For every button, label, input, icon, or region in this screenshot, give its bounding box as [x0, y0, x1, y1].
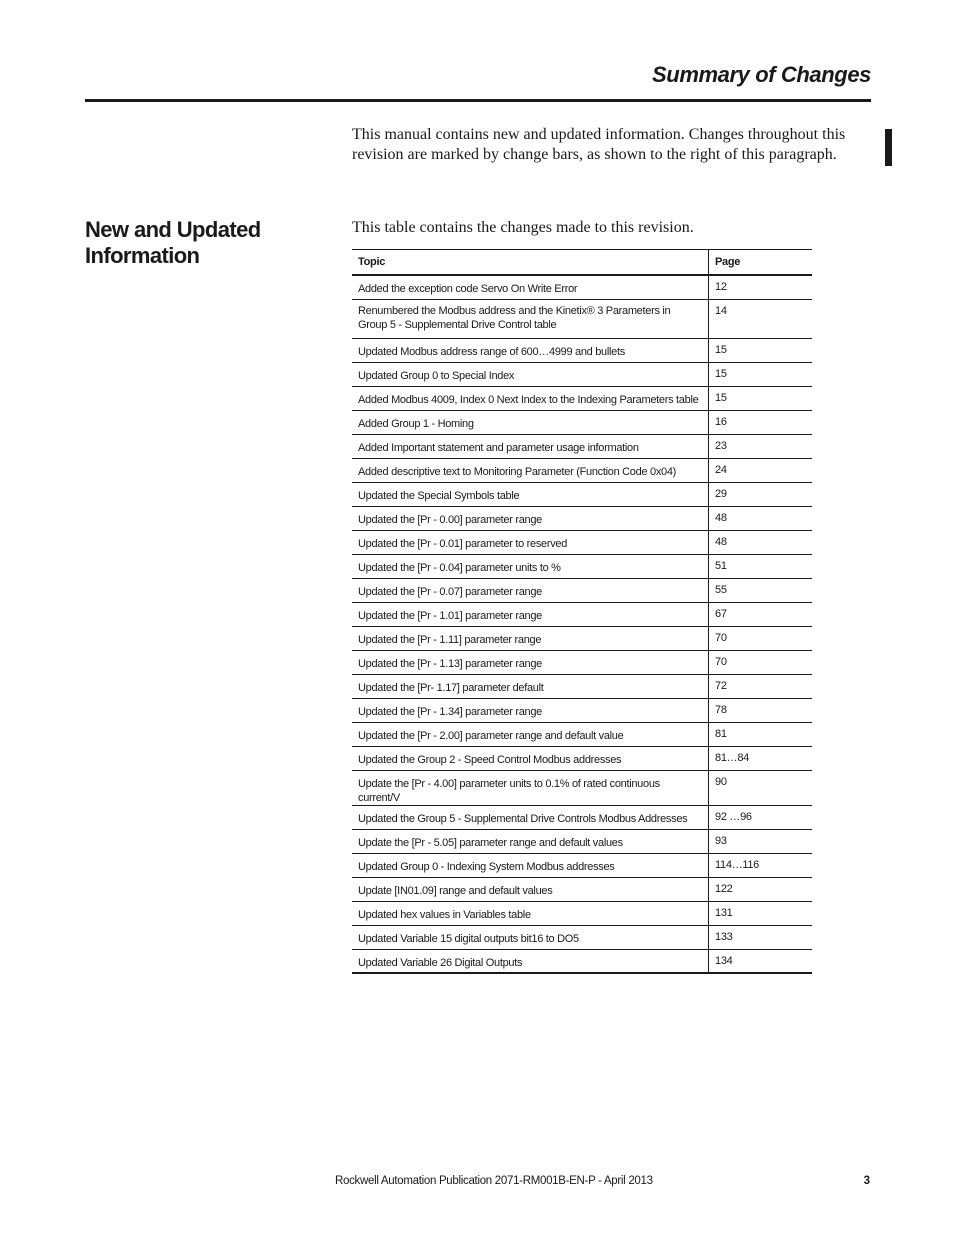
- table-row: [352, 770, 812, 805]
- table-row: [352, 674, 812, 698]
- topic-cell: Updated the Special Symbols table: [352, 482, 709, 506]
- changes-table: [352, 249, 812, 974]
- page-cell: 15: [709, 338, 813, 362]
- page-cell: 29: [709, 482, 813, 506]
- page-cell: 122: [709, 877, 813, 901]
- page-header: Page: [709, 250, 813, 276]
- table-row: [352, 925, 812, 949]
- table-row: [352, 949, 812, 973]
- topic-cell: Added Modbus 4009, Index 0 Next Index to the Indexing Parameters table: [352, 386, 709, 410]
- change-bar: [885, 129, 892, 166]
- table-row: [352, 434, 812, 458]
- page-cell: 14: [709, 299, 813, 338]
- table-row: [352, 338, 812, 362]
- table-row: [352, 602, 812, 626]
- topic-cell: Updated the [Pr - 1.11] parameter range: [352, 626, 709, 650]
- topic-cell: Updated the [Pr- 1.17] parameter default: [352, 674, 709, 698]
- page-cell: 72: [709, 674, 813, 698]
- table-row: [352, 386, 812, 410]
- table-row: [352, 853, 812, 877]
- table-row: [352, 530, 812, 554]
- table-row: [352, 698, 812, 722]
- table-row: [352, 482, 812, 506]
- page-cell: 78: [709, 698, 813, 722]
- intro-paragraph: This manual contains new and updated information. Changes throughout this revision are marked by change bars, as shown to the right of this paragraph.: [352, 126, 846, 163]
- page-cell: 48: [709, 530, 813, 554]
- page-cell: 23: [709, 434, 813, 458]
- topic-cell: Updated Variable 15 digital outputs bit16 to DO5: [352, 925, 709, 949]
- page-cell: 48: [709, 506, 813, 530]
- topic-cell: Update [IN01.09] range and default values: [352, 877, 709, 901]
- page-cell: 70: [709, 650, 813, 674]
- topic-cell: Updated the Group 2 - Speed Control Modbus addresses: [352, 746, 709, 770]
- topic-cell: Updated the [Pr - 1.01] parameter range: [352, 602, 709, 626]
- table-row: [352, 877, 812, 901]
- topic-cell: Update the [Pr - 4.00] parameter units to 0.1% of rated continuous current/V: [352, 770, 709, 805]
- footer-page-number: 3: [863, 1175, 870, 1187]
- topic-cell: Updated the Group 5 - Supplemental Drive Controls Modbus Addresses: [352, 805, 709, 829]
- table-row: [352, 554, 812, 578]
- page-cell: 93: [709, 829, 813, 853]
- table-row: [352, 722, 812, 746]
- page-cell: 134: [709, 949, 813, 973]
- table-row: [352, 578, 812, 602]
- topic-cell: Added the exception code Servo On Write Error: [352, 275, 709, 299]
- table-row: [352, 829, 812, 853]
- page-cell: 131: [709, 901, 813, 925]
- table-row: [352, 746, 812, 770]
- page-cell: 70: [709, 626, 813, 650]
- topic-cell: Updated the [Pr - 0.00] parameter range: [352, 506, 709, 530]
- page-cell: 114…116: [709, 853, 813, 877]
- table-intro: This table contains the changes made to this revision.: [352, 219, 694, 236]
- topic-cell: Added Group 1 - Homing: [352, 410, 709, 434]
- page-cell: 24: [709, 458, 813, 482]
- table-row: [352, 275, 812, 299]
- topic-header: Topic: [352, 250, 709, 276]
- table-row: [352, 805, 812, 829]
- page-cell: 51: [709, 554, 813, 578]
- topic-cell: Updated the [Pr - 0.07] parameter range: [352, 578, 709, 602]
- table-row: [352, 458, 812, 482]
- table-row: [352, 626, 812, 650]
- topic-cell: Updated Group 0 - Indexing System Modbus addresses: [352, 853, 709, 877]
- topic-cell: Updated the [Pr - 1.13] parameter range: [352, 650, 709, 674]
- page-cell: 81…84: [709, 746, 813, 770]
- table-row: [352, 362, 812, 386]
- topic-cell: Updated the [Pr - 0.04] parameter units to %: [352, 554, 709, 578]
- topic-cell: Updated Variable 26 Digital Outputs: [358, 956, 523, 969]
- topic-cell: Updated the [Pr - 0.01] parameter to reserved: [352, 530, 709, 554]
- section-heading: New and Updated Information: [85, 217, 261, 268]
- page-cell: 55: [709, 578, 813, 602]
- page-cell: 15: [709, 386, 813, 410]
- changes-table-body: [352, 275, 812, 973]
- topic-cell: Update the [Pr - 5.05] parameter range and default values: [352, 829, 709, 853]
- page-cell: 90: [709, 770, 813, 805]
- topic-cell: Updated the [Pr - 1.34] parameter range: [352, 698, 709, 722]
- chapter-title: Summary of Changes: [652, 62, 871, 87]
- table-header-row: [352, 250, 812, 276]
- page-cell: 81: [709, 722, 813, 746]
- table-row: [352, 299, 812, 338]
- page-cell: 12: [709, 275, 813, 299]
- page-cell: 16: [709, 410, 813, 434]
- topic-cell: Updated Modbus address range of 600…4999 and bullets: [352, 338, 709, 362]
- page-cell: 133: [709, 925, 813, 949]
- title-rule: [85, 99, 871, 102]
- topic-cell: Added Important statement and parameter usage information: [352, 434, 709, 458]
- topic-cell: Added descriptive text to Monitoring Parameter (Function Code 0x04): [352, 458, 709, 482]
- table-row: [352, 650, 812, 674]
- page-cell: 92 …96: [709, 805, 813, 829]
- table-row: [352, 506, 812, 530]
- page-cell: 67: [709, 602, 813, 626]
- footer-publication: Rockwell Automation Publication 2071-RM001B-EN-P - April 2013: [335, 1175, 653, 1187]
- page-cell: 15: [709, 362, 813, 386]
- table-row: [352, 410, 812, 434]
- topic-cell: Updated Group 0 to Special Index: [352, 362, 709, 386]
- table-row: [352, 901, 812, 925]
- topic-cell: Updated the [Pr - 2.00] parameter range and default value: [352, 722, 709, 746]
- topic-cell: Renumbered the Modbus address and the Kinetix® 3 Parameters in Group 5 - Supplemental Drive Control table: [352, 299, 709, 338]
- topic-cell: Updated hex values in Variables table: [352, 901, 709, 925]
